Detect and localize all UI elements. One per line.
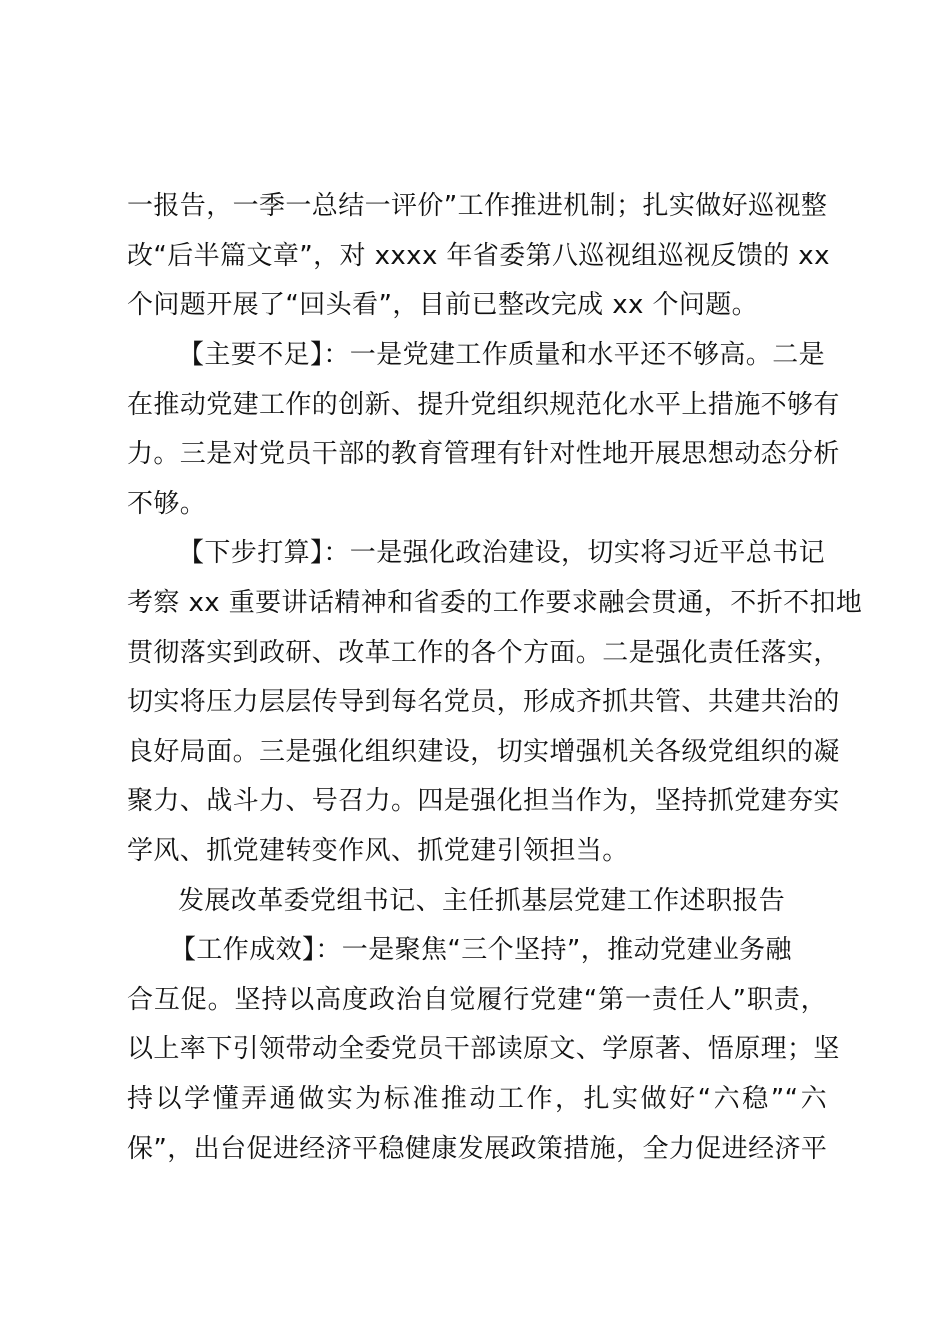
text-line: 良好局面。三是强化组织建设，切实增强机关各级党组织的凝 — [127, 737, 840, 767]
text-line: 合互促。坚持以高度政治自觉履行党建“第一责任人”职责， — [127, 985, 827, 1015]
text-line: 学风、抓党建转变作风、抓党建引领担当。 — [127, 836, 629, 866]
text-line: 改“后半篇文章”，对 xxxx 年省委第八巡视组巡视反馈的 xx — [127, 241, 830, 271]
text-line: 一报告，一季一总结一评价”工作推进机制；扎实做好巡视整 — [127, 191, 828, 221]
text-line: 聚力、战斗力、号召力。四是强化担当作为，坚持抓党建夯实 — [127, 786, 840, 816]
text-line: 持以学懂弄通做实为标准推动工作，扎实做好“六稳”“六 — [127, 1084, 827, 1114]
text-line: 在推动党建工作的创新、提升党组织规范化水平上措施不够有 — [127, 390, 840, 420]
text-line: 不够。 — [127, 489, 207, 519]
section-heading-line: 【下步打算】：一是强化政治建设，切实将习近平总书记 — [178, 538, 826, 568]
text-line: 贯彻落实到政研、改革工作的各个方面。二是强化责任落实， — [127, 638, 840, 668]
report-title: 发展改革委党组书记、主任抓基层党建工作述职报告 — [178, 886, 786, 916]
text-line: 力。三是对党员干部的教育管理有针对性地开展思想动态分析 — [127, 439, 840, 469]
text-line: 保”，出台促进经济平稳健康发展政策措施，全力促进经济平 — [127, 1134, 828, 1164]
text-line: 个问题开展了“回头看”，目前已整改完成 xx 个问题。 — [127, 290, 759, 320]
text-line: 考察 xx 重要讲话精神和省委的工作要求融会贯通，不折不扣地 — [127, 588, 863, 618]
text-line: 以上率下引领带动全委党员干部读原文、学原著、悟原理；坚 — [127, 1034, 840, 1064]
text-line: 切实将压力层层传导到每名党员，形成齐抓共管、共建共治的 — [127, 687, 840, 717]
section-heading-line: 【主要不足】：一是党建工作质量和水平还不够高。二是 — [178, 340, 826, 370]
section-heading-line: 【工作成效】：一是聚焦“三个坚持”，推动党建业务融 — [170, 935, 792, 965]
